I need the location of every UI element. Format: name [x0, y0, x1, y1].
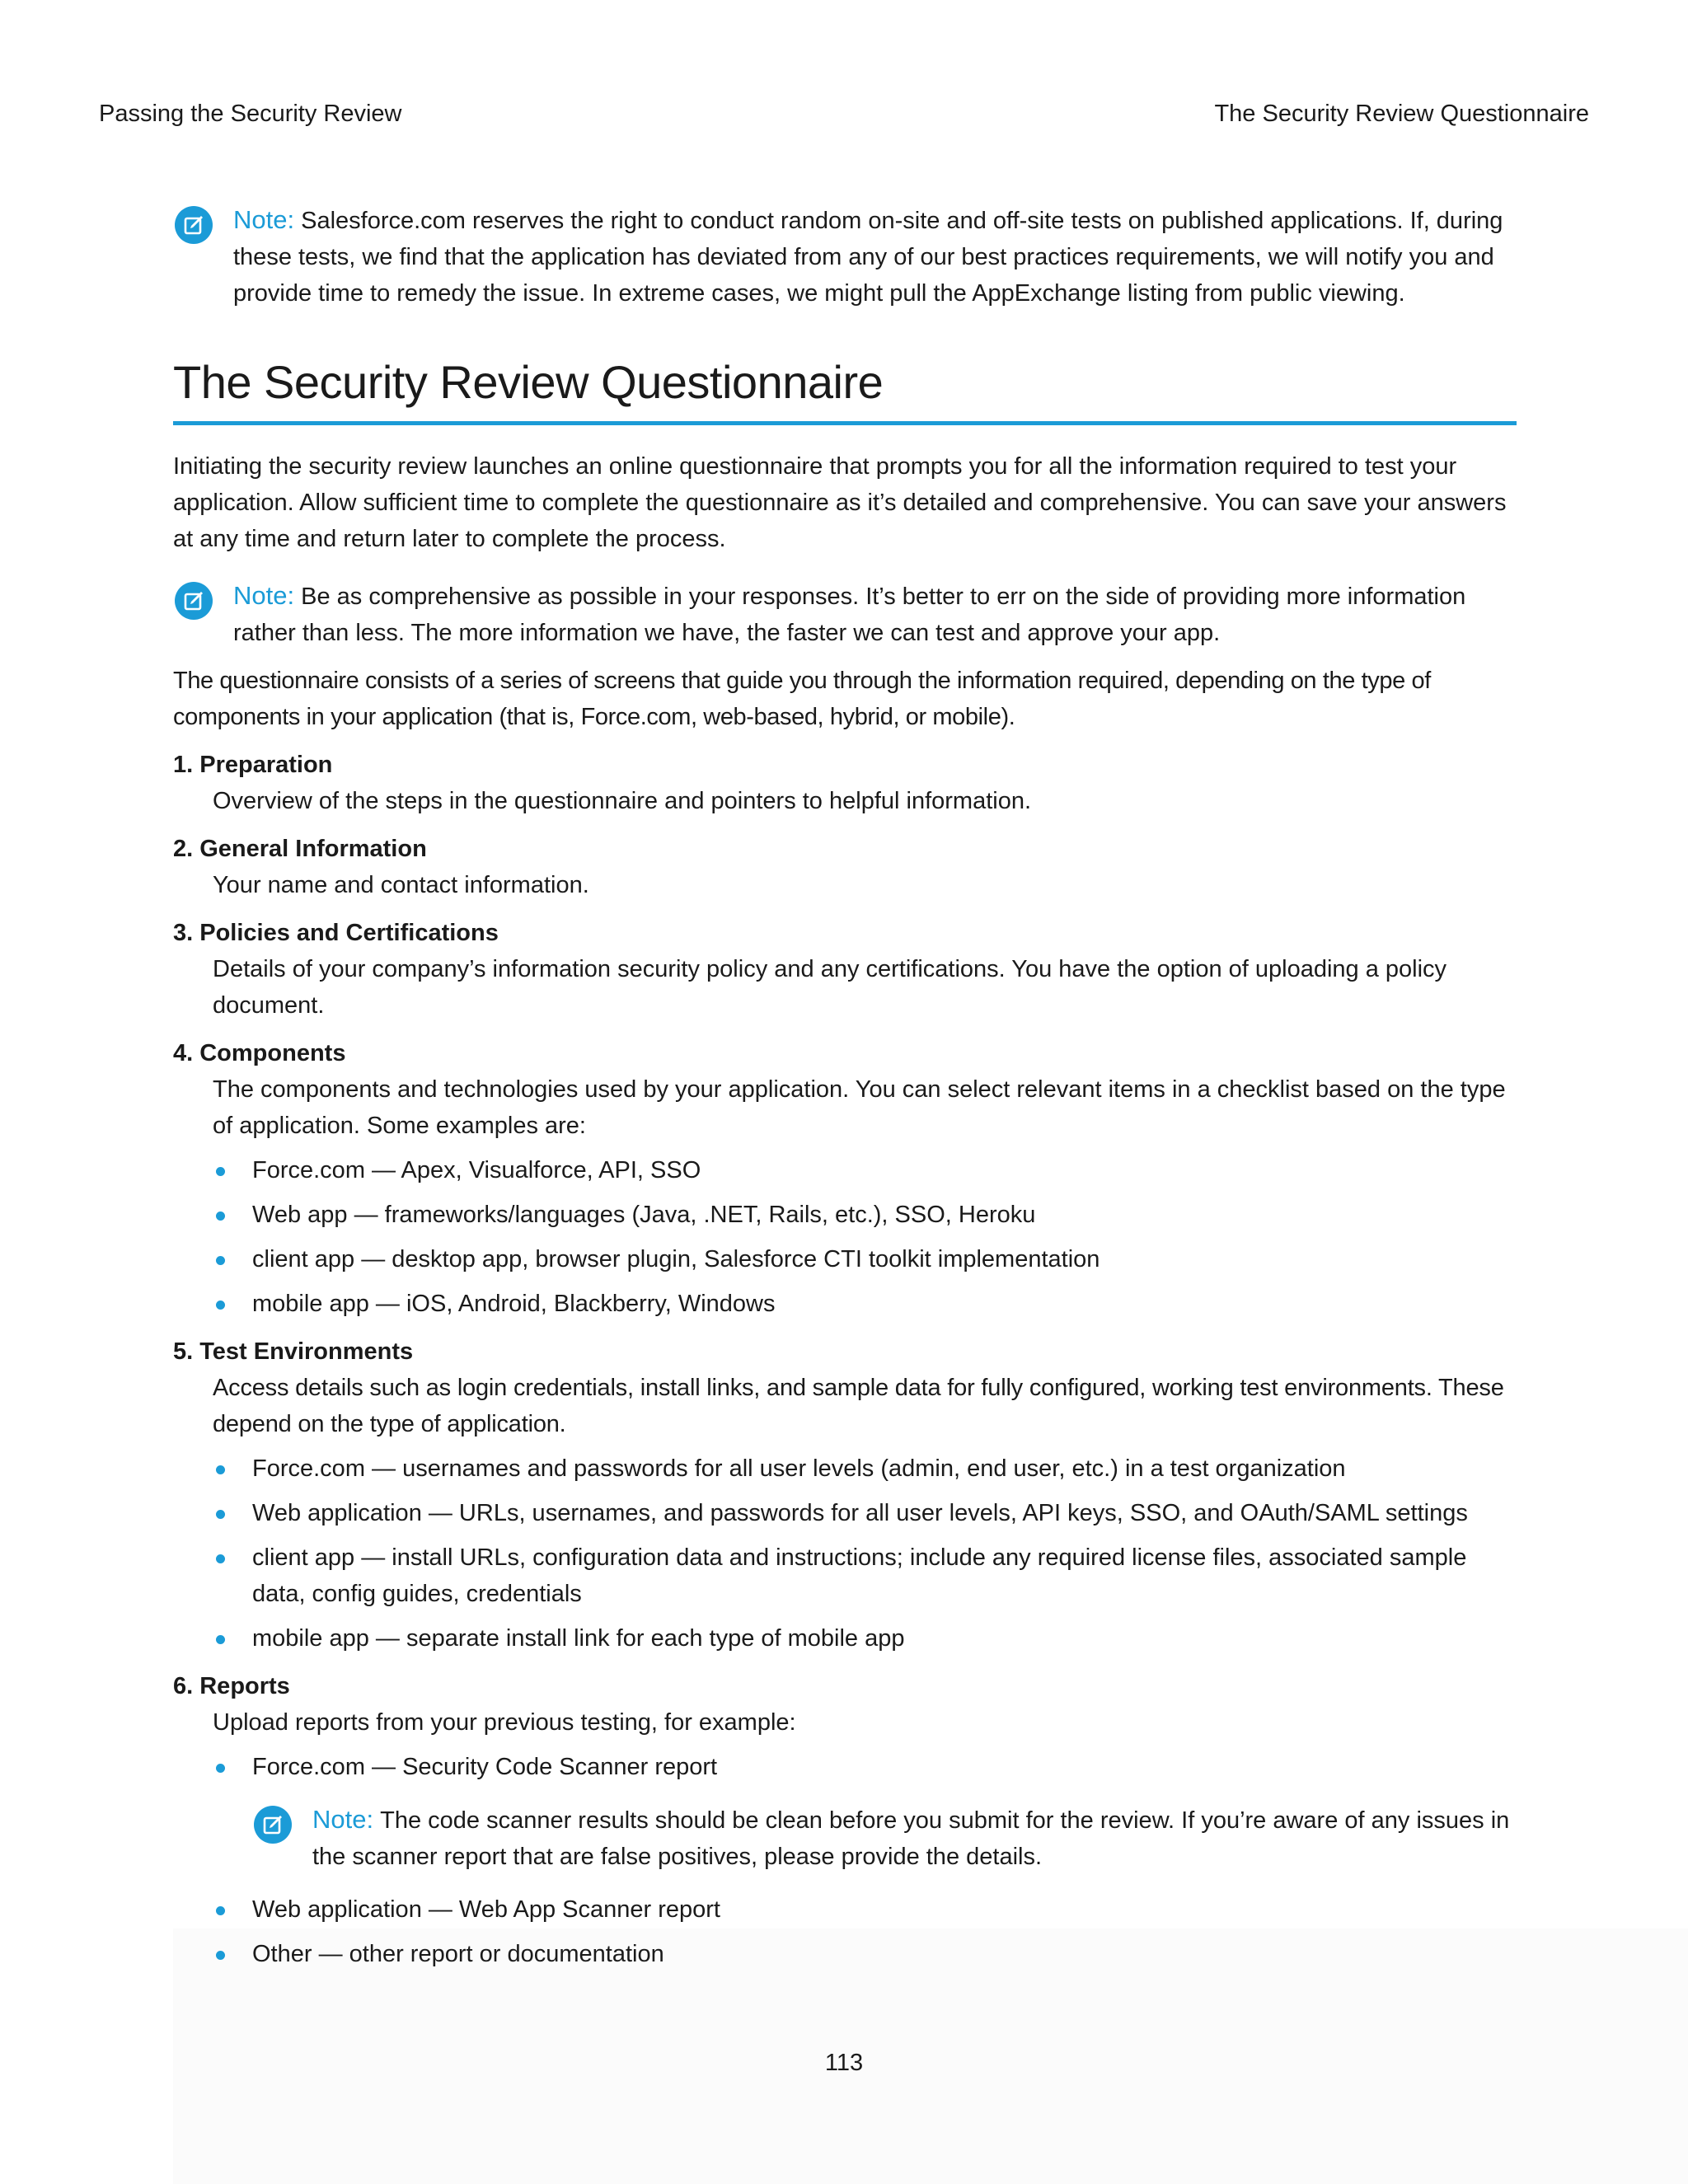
test-environment-bullets — [213, 1451, 1517, 1657]
step-description: Access details such as login credentials, install links, and sample data for fully configured, working test environments. These depend on the type of application. — [213, 1375, 1504, 1437]
note-text: Be as comprehensive as possible in your responses. It’s better to err on the side of providing more information rather than less. The more information we have, the faster we can test and approve your app. — [233, 583, 1466, 646]
note-text: The code scanner results should be clean before you submit for the review. If you’re aware of any issues in the scanner report that are false positives, please provide the details. — [312, 1807, 1510, 1870]
step-description: Upload reports from your previous testing, for example: — [213, 1709, 796, 1736]
bullet-dot-icon — [216, 1554, 225, 1563]
bullet-dot-icon — [216, 1301, 225, 1310]
intro-paragraph: Initiating the security review launches an online questionnaire that prompts you for all the information required to test your application. Allow sufficient time to complete the questionnaire as it’s detailed and comprehensive. You can save your answers at any time and return later to complete the process. — [173, 453, 1507, 552]
list-item: mobile app — iOS, Android, Blackberry, Windows — [213, 1286, 1517, 1322]
list-item: Force.com — usernames and passwords for all user levels (admin, end user, etc.) in a test organization — [213, 1451, 1517, 1487]
bullet-dot-icon — [216, 1764, 225, 1773]
step-description: The components and technologies used by your application. You can select relevant items in a checklist based on the type of application. Some examples are: — [213, 1076, 1506, 1139]
note-random-tests — [173, 202, 1517, 312]
list-item: Other — other report or documentation — [213, 1936, 1517, 1972]
step-general-information — [173, 831, 1517, 903]
note-label: Note: — [233, 205, 295, 234]
bullet-dot-icon — [216, 1256, 225, 1265]
questionnaire-intro: The questionnaire consists of a series of screens that guide you through the information required, depending on the type of components in your application (that is, Force.com, web-based, hybrid, or mobile). — [173, 668, 1431, 730]
bullet-dot-icon — [216, 1906, 225, 1915]
list-item: Force.com — Apex, Visualforce, API, SSO — [213, 1152, 1517, 1188]
steps-list — [173, 747, 1517, 1972]
step-title: 6. Reports — [173, 1673, 290, 1699]
note-edit-icon — [175, 582, 213, 620]
list-item: Web application — URLs, usernames, and passwords for all user levels, API keys, SSO, and OAuth/SAML settings — [213, 1495, 1517, 1531]
list-item: Web application — Web App Scanner report — [213, 1891, 1517, 1928]
running-header — [99, 97, 1589, 130]
step-description: Details of your company’s information security policy and any certifications. You have the option of uploading a policy document. — [213, 956, 1447, 1019]
step-description: Your name and contact information. — [213, 872, 589, 898]
header-chapter-title: Passing the Security Review — [99, 101, 402, 127]
step-policies-certifications — [173, 915, 1517, 1024]
bullet-dot-icon — [216, 1635, 225, 1644]
step-title: 1. Preparation — [173, 752, 333, 778]
list-item: client app — desktop app, browser plugin, Salesforce CTI toolkit implementation — [213, 1241, 1517, 1277]
step-description: Overview of the steps in the questionnaire and pointers to helpful information. — [213, 788, 1032, 814]
page-number: 113 — [824, 2050, 864, 2076]
bullet-dot-icon — [216, 1167, 225, 1176]
list-item: Force.com — Security Code Scanner report — [213, 1749, 1517, 1785]
note-label: Note: — [312, 1805, 374, 1834]
bullet-dot-icon — [216, 1212, 225, 1221]
page-content — [173, 202, 1517, 1972]
bullet-dot-icon — [216, 1510, 225, 1519]
reports-bullets — [213, 1749, 1517, 1785]
reports-bullets-more — [213, 1891, 1517, 1972]
header-section-title: The Security Review Questionnaire — [1214, 101, 1589, 127]
list-item: Web app — frameworks/languages (Java, .NET, Rails, etc.), SSO, Heroku — [213, 1197, 1517, 1233]
bullet-dot-icon — [216, 1951, 225, 1960]
note-comprehensive — [173, 578, 1517, 651]
bullet-dot-icon — [216, 1465, 225, 1474]
step-title: 4. Components — [173, 1040, 346, 1066]
step-reports — [173, 1668, 1517, 1972]
list-item: client app — install URLs, configuration data and instructions; include any required license files, associated sample data, config guides, credentials — [213, 1540, 1517, 1612]
note-code-scanner — [252, 1802, 1517, 1875]
step-test-environments — [173, 1333, 1517, 1657]
step-title: 2. General Information — [173, 836, 427, 862]
step-preparation — [173, 747, 1517, 819]
note-text: Salesforce.com reserves the right to conduct random on-site and off-site tests on published applications. If, during these tests, we find that the application has deviated from any of our best practices requirements, we will notify you and provide time to remedy the issue. In extreme cases, we might pull the AppExchange listing from public viewing. — [233, 208, 1503, 307]
step-title: 3. Policies and Certifications — [173, 920, 499, 946]
step-components — [173, 1035, 1517, 1322]
section-title: The Security Review Questionnaire — [173, 355, 1517, 425]
step-title: 5. Test Environments — [173, 1338, 414, 1365]
note-edit-icon — [175, 206, 213, 244]
note-edit-icon — [254, 1806, 292, 1844]
list-item: mobile app — separate install link for each type of mobile app — [213, 1620, 1517, 1657]
components-bullets — [213, 1152, 1517, 1322]
note-label: Note: — [233, 581, 295, 610]
